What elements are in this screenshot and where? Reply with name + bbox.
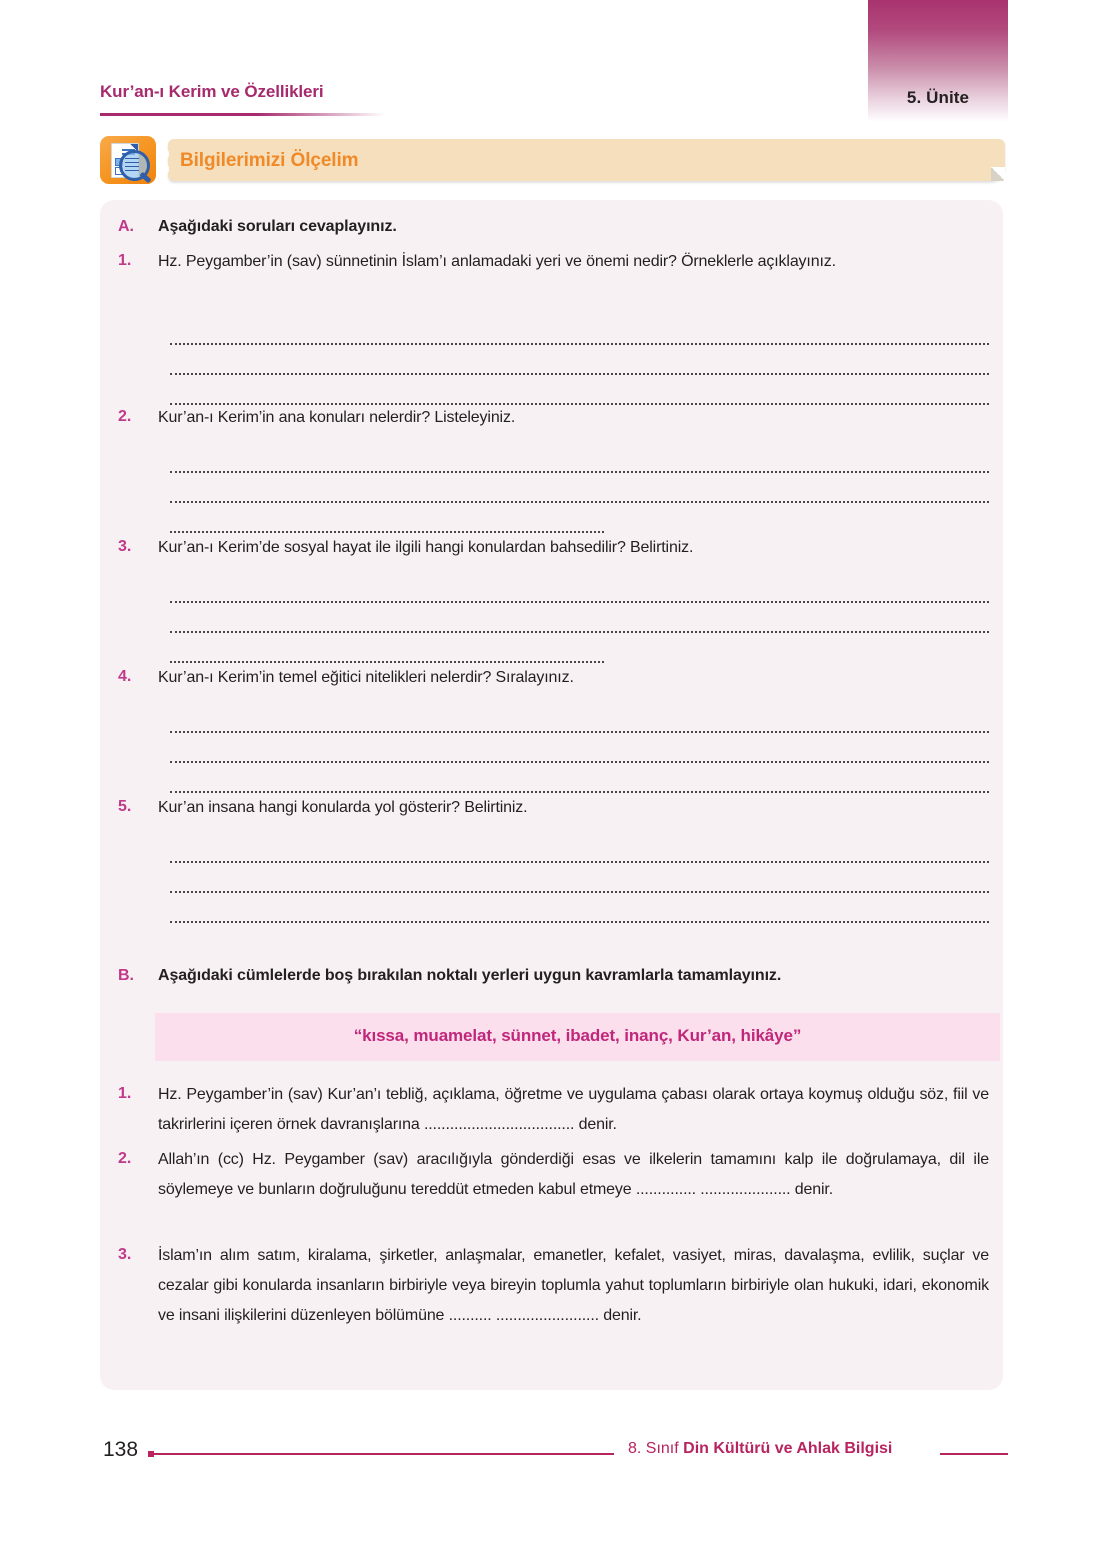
answer-line[interactable] — [170, 315, 989, 345]
worksheet-panel — [100, 200, 1003, 1390]
question-text: Kur’an insana hangi konularda yol gösterir? Belirtiniz. — [158, 799, 528, 816]
fill-blank-text[interactable]: Allah’ın (cc) Hz. Peygamber (sav) aracılığıyla gönderdiği esas ve ilkelerin tamamını kalp ile doğrulamaya, dil ile söylemeye ve bunların doğruluğunu tereddüt etmeden kabul etmeye .............. ..................... denir. — [158, 1151, 989, 1198]
document-magnifier-icon — [100, 136, 176, 184]
answer-lines[interactable] — [170, 703, 989, 793]
running-head-title: Kur’an-ı Kerim ve Özellikleri — [100, 82, 324, 101]
answer-line[interactable] — [170, 603, 989, 633]
question-text: Kur’an-ı Kerim’in temel eğitici nitelikleri nelerdir? Sıralayınız. — [158, 669, 574, 686]
answer-lines[interactable] — [170, 443, 989, 533]
answer-lines[interactable] — [170, 573, 989, 663]
answer-line[interactable] — [170, 633, 604, 663]
question-text: Hz. Peygamber’in (sav) sünnetinin İslam’ı anlamadaki yeri ve önemi nedir? Örneklerle açıklayınız. — [158, 253, 836, 270]
fill-blank-number: 1. — [118, 1085, 132, 1102]
page-number: 138 — [103, 1438, 139, 1461]
question-text: Kur’an-ı Kerim’de sosyal hayat ile ilgili hangi konulardan bahsedilir? Belirtiniz. — [158, 539, 694, 556]
magnifier-lines — [125, 158, 139, 159]
fill-blank-text[interactable]: Hz. Peygamber’in (sav) Kur’an’ı tebliğ, açıklama, öğretme ve uygulama çabası olarak ortaya koymuş olduğu söz, fiil ve takrirlerini içeren örnek davranışlarına ................................... denir. — [158, 1086, 989, 1133]
icon-tile — [100, 136, 156, 184]
section-b-marker: B. — [118, 967, 134, 984]
question-number: 3. — [118, 538, 132, 555]
fill-blank-number: 3. — [118, 1246, 132, 1263]
answer-line[interactable] — [170, 573, 989, 603]
footer-grade: 8. Sınıf — [628, 1440, 679, 1457]
answer-line[interactable] — [170, 893, 989, 923]
section-a-marker: A. — [118, 218, 134, 235]
footer-rule-left — [154, 1453, 614, 1455]
running-head-rule — [100, 113, 385, 116]
question-text: Kur’an-ı Kerim’in ana konuları nelerdir? Listeleyiniz. — [158, 409, 516, 426]
answer-line[interactable] — [170, 733, 989, 763]
fill-blank-text[interactable]: İslam’ın alım satım, kiralama, şirketler, anlaşmalar, emanetler, kefalet, vasiyet, miras, davalaşma, evlilik, suçlar ve cezalar gibi konularda insanların birbiriyle veya bireyin toplumla yahut toplumların birbiriyle olan hukuki, idari, ekonomik ve insani ilişkilerini düzenleyen bölümüne .......... ........................ denir. — [158, 1247, 989, 1324]
magnifier-handle-icon — [139, 172, 151, 184]
section-a-heading: Aşağıdaki soruları cevaplayınız. — [158, 218, 397, 235]
word-bank-box — [155, 1013, 1000, 1061]
answer-line[interactable] — [170, 503, 604, 533]
answer-lines[interactable] — [170, 315, 989, 405]
answer-line[interactable] — [170, 473, 989, 503]
footer-course: Din Kültürü ve Ahlak Bilgisi — [683, 1440, 893, 1457]
answer-lines[interactable] — [170, 833, 989, 923]
question-number: 2. — [118, 408, 132, 425]
fill-blank-number: 2. — [118, 1150, 132, 1167]
question-number: 4. — [118, 668, 132, 685]
unit-badge-label: 5. Ünite — [906, 88, 970, 107]
answer-line[interactable] — [170, 833, 989, 863]
answer-line[interactable] — [170, 863, 989, 893]
answer-line[interactable] — [170, 703, 989, 733]
question-number: 1. — [118, 252, 132, 269]
word-bank-text: “kıssa, muamelat, sünnet, ibadet, inanç, Kur’an, hikâye” — [353, 1026, 802, 1045]
answer-line[interactable] — [170, 375, 989, 405]
footer-rule-right — [940, 1453, 1008, 1455]
answer-line[interactable] — [170, 763, 989, 793]
question-number: 5. — [118, 798, 132, 815]
section-b-heading: Aşağıdaki cümlelerde boş bırakılan noktalı yerleri uygun kavramlarla tamamlayınız. — [158, 967, 782, 984]
answer-line[interactable] — [170, 345, 989, 375]
answer-line[interactable] — [170, 443, 989, 473]
footer-course-label — [628, 1440, 892, 1458]
section-banner-title: Bilgilerimizi Ölçelim — [180, 150, 359, 171]
unit-badge — [868, 0, 1008, 122]
